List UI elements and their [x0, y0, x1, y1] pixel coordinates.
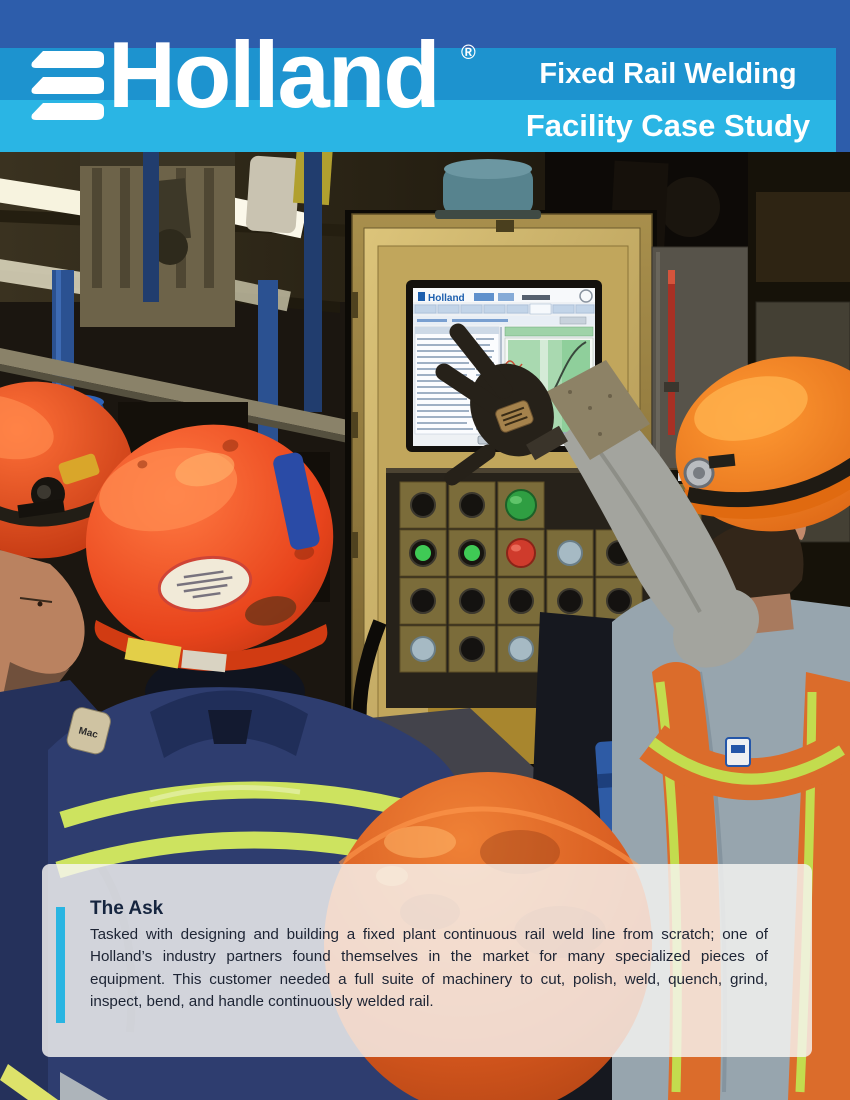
- gray-pushbutton: [558, 541, 582, 565]
- green-pushbutton: [506, 490, 536, 520]
- page-header: [0, 0, 850, 152]
- ask-content: [90, 898, 768, 1014]
- holland-logo-bars-icon: [30, 51, 108, 123]
- red-pushbutton: [507, 539, 535, 567]
- black-pushbutton: [411, 493, 435, 517]
- ask-box: [42, 864, 812, 1057]
- ask-heading: The Ask: [90, 898, 164, 919]
- ask-body-text: Tasked with designing and building a fixed plant continuous rail weld line from scratch; one of Holland’s industry partners found themselves in the market for many specialized pieces of equipment. This customer needed a full suite of machinery to cut, polish, weld, quench, grind, inspect, bend, and handle continuously welded rail.: [90, 926, 768, 1011]
- cabinet-latch: [496, 220, 514, 232]
- screen-brand-text: Holland: [428, 293, 465, 304]
- white-container: [245, 155, 300, 233]
- header-title-line2: Facility Case Study: [525, 108, 811, 143]
- teal-cylinder: [435, 159, 541, 219]
- screen-active-tab: [530, 304, 551, 314]
- holland-wordmark: Holland: [108, 22, 439, 127]
- shoulder-tag-text: Mac: [77, 725, 99, 741]
- header-title-line1: Fixed Rail Welding: [539, 57, 797, 90]
- green-indicator-light: [415, 545, 431, 561]
- registered-trademark: ®: [461, 42, 476, 64]
- ask-accent-bar: [56, 907, 65, 1023]
